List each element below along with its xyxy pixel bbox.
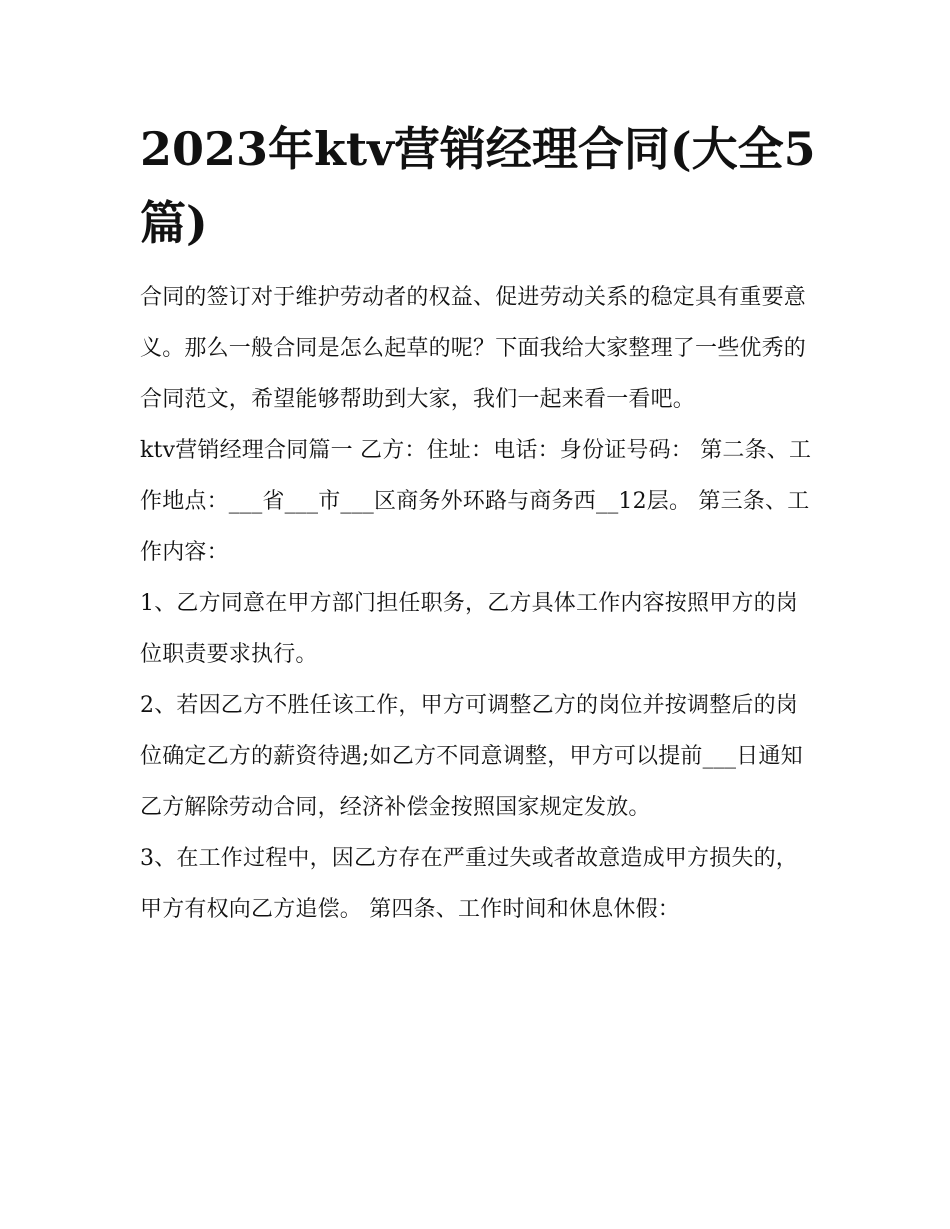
clause-2-paragraph: 2、若因乙方不胜任该工作，甲方可调整乙方的岗位并按调整后的岗位确定乙方的薪资待遇;如乙方不同意调整，甲方可以提前___日通知乙方解除劳动合同，经济补偿金按照国家规定发放。 — [140, 693, 803, 820]
intro-paragraph: 合同的签订对于维护劳动者的权益、促进劳动关系的稳定具有重要意义。那么一般合同是怎么起草的呢？下面我给大家整理了一些优秀的合同范文，希望能够帮助到大家，我们一起来看一看吧。 — [140, 285, 807, 412]
clause-3-paragraph: 3、在工作过程中，因乙方存在严重过失或者故意造成甲方损失的，甲方有权向乙方追偿。 第四条、工作时间和休息休假： — [140, 846, 798, 922]
clause-1-paragraph: 1、乙方同意在甲方部门担任职务，乙方具体工作内容按照甲方的岗位职责要求执行。 — [140, 591, 798, 667]
document-title: 2023年ktv营销经理合同(大全5篇) — [140, 122, 816, 250]
contract-header-paragraph: ktv营销经理合同篇一 乙方：住址：电话：身份证号码： 第二条、工作地点：___省___市___区商务外环路与商务西__12层。 第三条、工作内容： — [140, 438, 812, 565]
document-page — [140, 112, 820, 935]
